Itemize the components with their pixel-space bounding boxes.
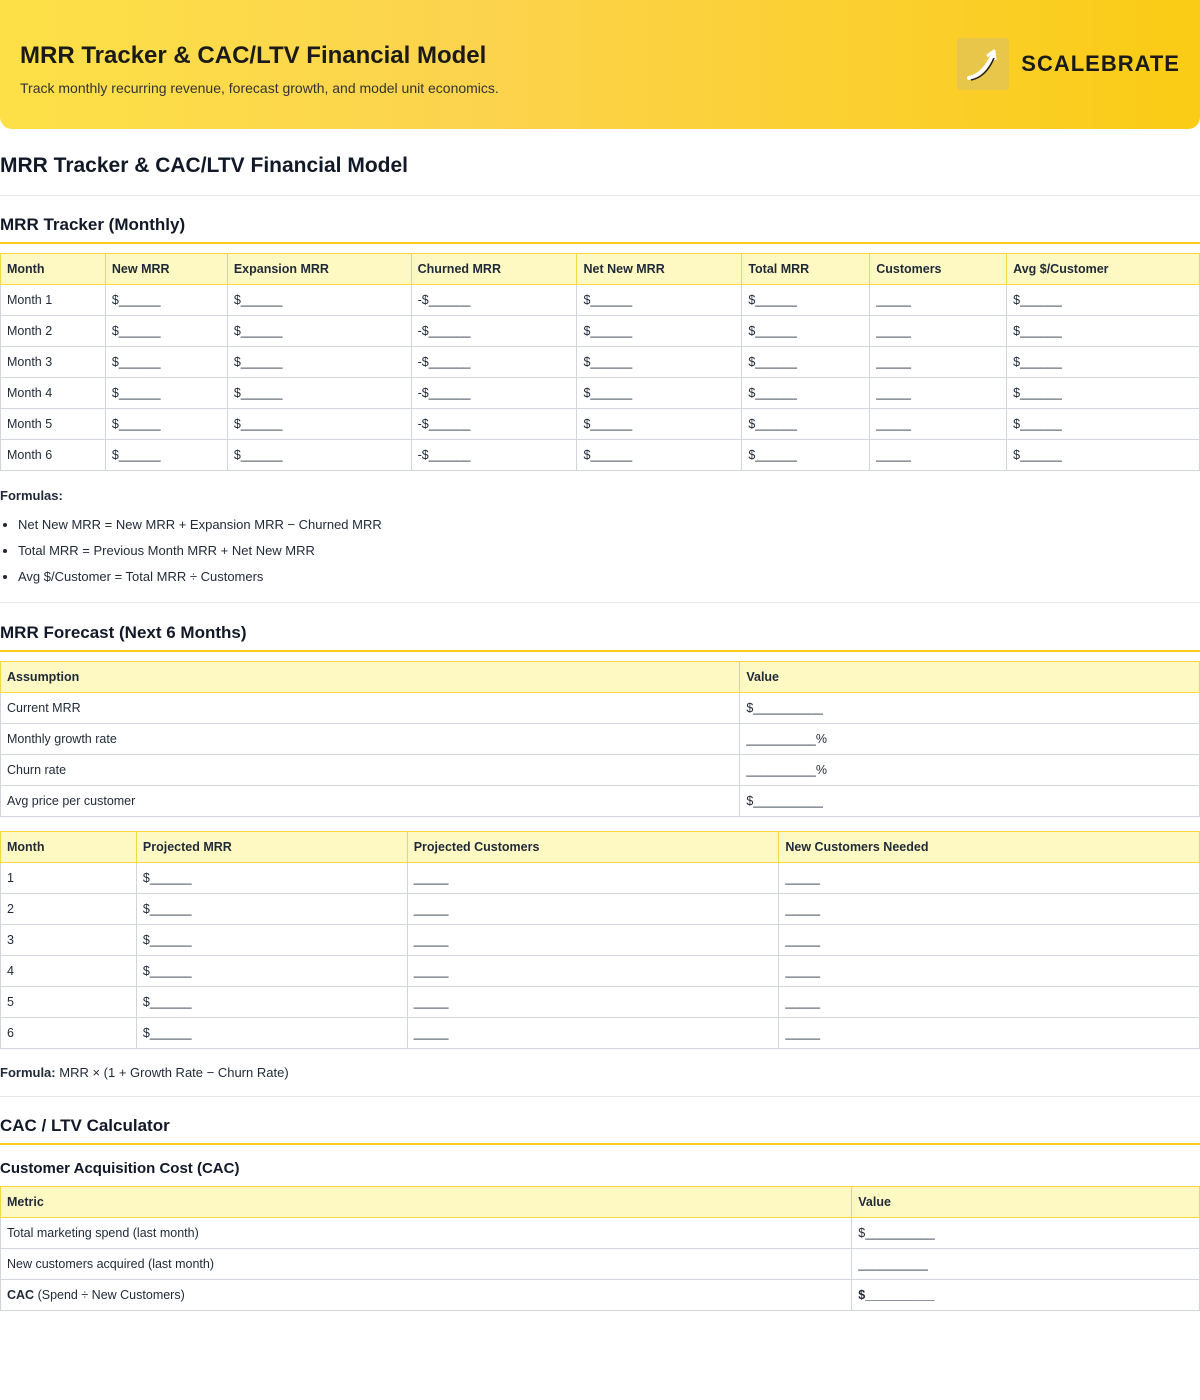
brand[interactable] <box>957 38 1180 90</box>
customers-cell[interactable]: _____ <box>870 347 1007 378</box>
table-header-row <box>1 1187 1200 1218</box>
table-row <box>1 440 1200 471</box>
avg-per-customer-cell[interactable]: $______ <box>1007 440 1200 471</box>
metric-value[interactable]: __________ <box>852 1249 1200 1280</box>
total-mrr-cell[interactable]: $______ <box>742 409 870 440</box>
forecast-assumptions-table <box>0 661 1200 817</box>
table-header-row <box>1 254 1200 285</box>
forecast-projection-table <box>0 831 1200 1049</box>
metric-label-detail: (Spend ÷ New Customers) <box>34 1288 185 1302</box>
list-item: • Total MRR = Previous Month MRR + Net New MRR <box>18 538 1200 564</box>
projected-mrr-cell[interactable]: $______ <box>136 987 407 1018</box>
table-header-row <box>1 832 1200 863</box>
list-item: • Avg $/Customer = Total MRR ÷ Customers <box>18 564 1200 590</box>
total-mrr-cell[interactable]: $______ <box>742 347 870 378</box>
month-cell: 3 <box>1 925 137 956</box>
new-mrr-cell[interactable]: $______ <box>105 347 227 378</box>
expansion-mrr-cell[interactable]: $______ <box>227 316 411 347</box>
projected-customers-cell[interactable]: _____ <box>407 1018 779 1049</box>
assumption-label: Churn rate <box>1 755 740 786</box>
expansion-mrr-cell[interactable]: $______ <box>227 440 411 471</box>
total-mrr-cell[interactable]: $______ <box>742 440 870 471</box>
mrr-tracker-table <box>0 253 1200 471</box>
churned-mrr-cell[interactable]: -$______ <box>411 285 577 316</box>
month-cell: 2 <box>1 894 137 925</box>
assumption-value[interactable]: $__________ <box>740 693 1200 724</box>
table-header-row <box>1 662 1200 693</box>
column-header: New Customers Needed <box>779 832 1200 863</box>
new-mrr-cell[interactable]: $______ <box>105 440 227 471</box>
formula-list <box>0 512 1200 590</box>
banner-title: MRR Tracker & CAC/LTV Financial Model <box>20 42 487 69</box>
new-mrr-cell[interactable]: $______ <box>105 378 227 409</box>
assumption-label: Avg price per customer <box>1 786 740 817</box>
new-customers-needed-cell[interactable]: _____ <box>779 987 1200 1018</box>
column-header: Churned MRR <box>411 254 577 285</box>
column-header: Metric <box>1 1187 852 1218</box>
metric-label: New customers acquired (last month) <box>1 1249 852 1280</box>
table-row <box>1 755 1200 786</box>
document-body <box>0 129 1200 1311</box>
column-header: Projected Customers <box>407 832 779 863</box>
avg-per-customer-cell[interactable]: $______ <box>1007 347 1200 378</box>
new-mrr-cell[interactable]: $______ <box>105 285 227 316</box>
table-row <box>1 786 1200 817</box>
column-header: Value <box>740 662 1200 693</box>
brand-name: SCALEBRATE <box>1021 51 1180 76</box>
avg-per-customer-cell[interactable]: $______ <box>1007 378 1200 409</box>
column-header: Customers <box>870 254 1007 285</box>
column-header: Expansion MRR <box>227 254 411 285</box>
avg-per-customer-cell[interactable]: $______ <box>1007 285 1200 316</box>
forecast-formula <box>0 1065 1200 1080</box>
column-header: Month <box>1 832 137 863</box>
metric-label-bold: CAC <box>7 1288 35 1302</box>
churned-mrr-cell[interactable]: -$______ <box>411 316 577 347</box>
header-banner <box>0 0 1200 129</box>
churned-mrr-cell[interactable]: -$______ <box>411 347 577 378</box>
churned-mrr-cell[interactable]: -$______ <box>411 409 577 440</box>
churned-mrr-cell[interactable]: -$______ <box>411 378 577 409</box>
table-row <box>1 316 1200 347</box>
projected-mrr-cell[interactable]: $______ <box>136 1018 407 1049</box>
table-row <box>1 378 1200 409</box>
projected-customers-cell[interactable]: _____ <box>407 925 779 956</box>
column-header: Total MRR <box>742 254 870 285</box>
new-mrr-cell[interactable]: $______ <box>105 316 227 347</box>
month-cell: Month 6 <box>1 440 106 471</box>
assumption-value[interactable]: __________% <box>740 755 1200 786</box>
metric-label <box>1 1280 852 1311</box>
month-cell: Month 1 <box>1 285 106 316</box>
customers-cell[interactable]: _____ <box>870 316 1007 347</box>
table-row <box>1 1218 1200 1249</box>
column-header: Avg $/Customer <box>1007 254 1200 285</box>
formula-label: Formula: <box>0 1065 56 1080</box>
month-cell: Month 4 <box>1 378 106 409</box>
section-divider <box>0 602 1200 603</box>
formula-text: MRR × (1 + Growth Rate − Churn Rate) <box>59 1065 289 1080</box>
total-mrr-cell[interactable]: $______ <box>742 316 870 347</box>
section-divider <box>0 1096 1200 1097</box>
list-item: • Net New MRR = New MRR + Expansion MRR − Churned MRR <box>18 512 1200 538</box>
metric-value[interactable]: $__________ <box>852 1218 1200 1249</box>
month-cell: 4 <box>1 956 137 987</box>
section-heading-cac-ltv: CAC / LTV Calculator <box>0 1116 1200 1145</box>
column-header: Month <box>1 254 106 285</box>
new-customers-needed-cell[interactable]: _____ <box>779 956 1200 987</box>
formulas-label: Formulas: <box>0 488 63 503</box>
table-row <box>1 1280 1200 1311</box>
column-header: Value <box>852 1187 1200 1218</box>
cac-result-value[interactable]: $__________ <box>852 1280 1200 1311</box>
expansion-mrr-cell[interactable]: $______ <box>227 285 411 316</box>
page-title: MRR Tracker & CAC/LTV Financial Model <box>0 154 1200 196</box>
subsection-heading-cac: Customer Acquisition Cost (CAC) <box>0 1160 240 1177</box>
expansion-mrr-cell[interactable]: $______ <box>227 347 411 378</box>
table-row <box>1 693 1200 724</box>
new-customers-needed-cell[interactable]: _____ <box>779 894 1200 925</box>
projected-mrr-cell[interactable]: $______ <box>136 956 407 987</box>
month-cell: 5 <box>1 987 137 1018</box>
month-cell: Month 2 <box>1 316 106 347</box>
column-header: Assumption <box>1 662 740 693</box>
column-header: Net New MRR <box>577 254 742 285</box>
net-new-mrr-cell[interactable]: $______ <box>577 316 742 347</box>
table-row <box>1 409 1200 440</box>
banner-subtitle: Track monthly recurring revenue, forecast growth, and model unit economics. <box>20 80 499 96</box>
assumption-value[interactable]: __________% <box>740 724 1200 755</box>
table-row <box>1 987 1200 1018</box>
expansion-mrr-cell[interactable]: $______ <box>227 409 411 440</box>
assumption-value[interactable]: $__________ <box>740 786 1200 817</box>
customers-cell[interactable]: _____ <box>870 378 1007 409</box>
customers-cell[interactable]: _____ <box>870 285 1007 316</box>
table-row <box>1 347 1200 378</box>
churned-mrr-cell[interactable]: -$______ <box>411 440 577 471</box>
table-row <box>1 956 1200 987</box>
table-row <box>1 863 1200 894</box>
table-row <box>1 925 1200 956</box>
new-mrr-cell[interactable]: $______ <box>105 409 227 440</box>
net-new-mrr-cell[interactable]: $______ <box>577 285 742 316</box>
projected-customers-cell[interactable]: _____ <box>407 987 779 1018</box>
month-cell: 1 <box>1 863 137 894</box>
projected-customers-cell[interactable]: _____ <box>407 894 779 925</box>
assumption-label: Current MRR <box>1 693 740 724</box>
net-new-mrr-cell[interactable]: $______ <box>577 409 742 440</box>
new-customers-needed-cell[interactable]: _____ <box>779 1018 1200 1049</box>
cac-table <box>0 1186 1200 1311</box>
projected-customers-cell[interactable]: _____ <box>407 956 779 987</box>
table-row <box>1 1249 1200 1280</box>
avg-per-customer-cell[interactable]: $______ <box>1007 409 1200 440</box>
projected-mrr-cell[interactable]: $______ <box>136 894 407 925</box>
section-heading-mrr-tracker: MRR Tracker (Monthly) <box>0 215 1200 244</box>
net-new-mrr-cell[interactable]: $______ <box>577 378 742 409</box>
customers-cell[interactable]: _____ <box>870 409 1007 440</box>
table-row <box>1 285 1200 316</box>
month-cell: 6 <box>1 1018 137 1049</box>
column-header: Projected MRR <box>136 832 407 863</box>
metric-label: Total marketing spend (last month) <box>1 1218 852 1249</box>
month-cell: Month 5 <box>1 409 106 440</box>
projected-mrr-cell[interactable]: $______ <box>136 863 407 894</box>
new-customers-needed-cell[interactable]: _____ <box>779 863 1200 894</box>
avg-per-customer-cell[interactable]: $______ <box>1007 316 1200 347</box>
projected-mrr-cell[interactable]: $______ <box>136 925 407 956</box>
expansion-mrr-cell[interactable]: $______ <box>227 378 411 409</box>
total-mrr-cell[interactable]: $______ <box>742 285 870 316</box>
column-header: New MRR <box>105 254 227 285</box>
month-cell: Month 3 <box>1 347 106 378</box>
net-new-mrr-cell[interactable]: $______ <box>577 347 742 378</box>
total-mrr-cell[interactable]: $______ <box>742 378 870 409</box>
table-row <box>1 724 1200 755</box>
assumption-label: Monthly growth rate <box>1 724 740 755</box>
table-row <box>1 894 1200 925</box>
section-heading-mrr-forecast: MRR Forecast (Next 6 Months) <box>0 623 1200 652</box>
new-customers-needed-cell[interactable]: _____ <box>779 925 1200 956</box>
projected-customers-cell[interactable]: _____ <box>407 863 779 894</box>
customers-cell[interactable]: _____ <box>870 440 1007 471</box>
rising-arrow-icon <box>957 38 1009 90</box>
net-new-mrr-cell[interactable]: $______ <box>577 440 742 471</box>
table-row <box>1 1018 1200 1049</box>
